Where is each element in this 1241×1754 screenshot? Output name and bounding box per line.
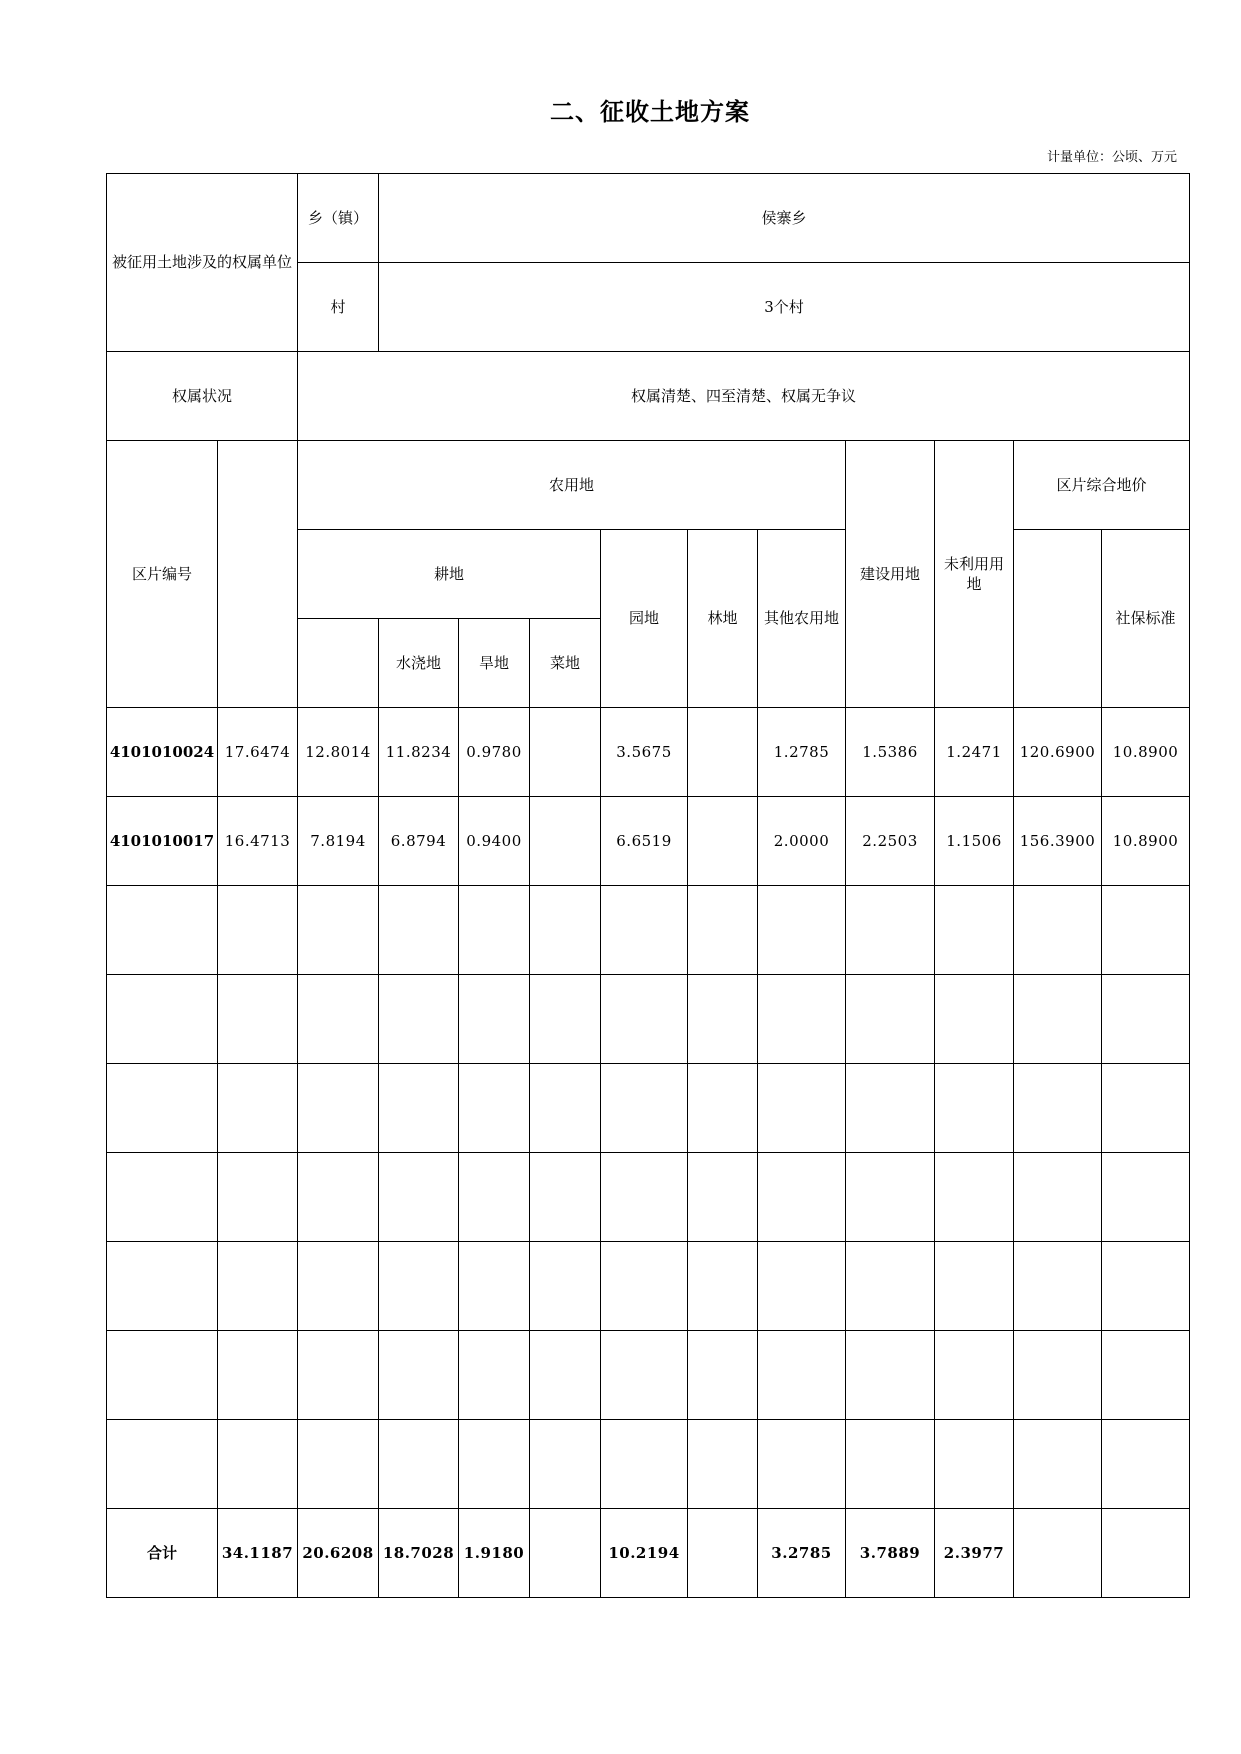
dry-cell: 0.9780 <box>459 708 530 797</box>
total-construction: 3.7889 <box>846 1509 935 1598</box>
social-cell: 10.8900 <box>1102 797 1190 886</box>
forest-cell <box>688 708 758 797</box>
header-block-id: 区片编号 <box>107 441 218 708</box>
status-value: 权属清楚、四至清楚、权属无争议 <box>298 352 1190 441</box>
empty-row <box>107 1242 1190 1331</box>
header-arable-total <box>298 619 379 708</box>
price-cell: 120.6900 <box>1014 708 1102 797</box>
empty-row <box>107 975 1190 1064</box>
header-agri: 农用地 <box>298 441 846 530</box>
table-row <box>107 708 1190 797</box>
construction-cell: 2.2503 <box>846 797 935 886</box>
row-id: 4101010017 <box>107 797 218 886</box>
town-label: 乡（镇） <box>298 174 379 263</box>
total-price <box>1014 1509 1102 1598</box>
village-label: 村 <box>298 263 379 352</box>
empty-row <box>107 1331 1190 1420</box>
agri-total-cell: 17.6474 <box>218 708 298 797</box>
total-label: 合计 <box>107 1509 218 1598</box>
other-agri-cell: 1.2785 <box>758 708 846 797</box>
header-dry: 旱地 <box>459 619 530 708</box>
village-value: 3个村 <box>379 263 1190 352</box>
header-price-value <box>1014 530 1102 708</box>
header-irrigated: 水浇地 <box>379 619 459 708</box>
total-dry: 1.9180 <box>459 1509 530 1598</box>
arable-total-cell: 12.8014 <box>298 708 379 797</box>
header-agri-total <box>218 441 298 708</box>
forest-cell <box>688 797 758 886</box>
empty-row <box>107 1064 1190 1153</box>
garden-cell: 3.5675 <box>601 708 688 797</box>
total-irrigated: 18.7028 <box>379 1509 459 1598</box>
unused-cell: 1.2471 <box>935 708 1014 797</box>
header-forest: 林地 <box>688 530 758 708</box>
total-unused: 2.3977 <box>935 1509 1014 1598</box>
header-other-agri: 其他农用地 <box>758 530 846 708</box>
garden-cell: 6.6519 <box>601 797 688 886</box>
header-social: 社保标准 <box>1102 530 1190 708</box>
header-arable: 耕地 <box>298 530 601 619</box>
header-price: 区片综合地价 <box>1014 441 1190 530</box>
ownership-unit-label: 被征用土地涉及的权属单位 <box>107 174 298 352</box>
header-unused: 未利用用地 <box>935 441 1014 708</box>
irrigated-cell: 6.8794 <box>379 797 459 886</box>
status-label: 权属状况 <box>107 352 298 441</box>
irrigated-cell: 11.8234 <box>379 708 459 797</box>
total-forest <box>688 1509 758 1598</box>
header-construction: 建设用地 <box>846 441 935 708</box>
table-row <box>107 797 1190 886</box>
arable-total-cell: 7.8194 <box>298 797 379 886</box>
row-id: 4101010024 <box>107 708 218 797</box>
total-row <box>107 1509 1190 1598</box>
page-title: 二、征收土地方案 <box>550 97 750 126</box>
vegetable-cell <box>530 708 601 797</box>
total-agri: 34.1187 <box>218 1509 298 1598</box>
town-value: 侯寨乡 <box>379 174 1190 263</box>
empty-row <box>107 1153 1190 1242</box>
total-vegetable <box>530 1509 601 1598</box>
empty-row <box>107 1420 1190 1509</box>
total-social <box>1102 1509 1190 1598</box>
land-acquisition-table <box>106 173 1190 1598</box>
agri-total-cell: 16.4713 <box>218 797 298 886</box>
total-other-agri: 3.2785 <box>758 1509 846 1598</box>
unused-cell: 1.1506 <box>935 797 1014 886</box>
header-garden: 园地 <box>601 530 688 708</box>
total-arable: 20.6208 <box>298 1509 379 1598</box>
construction-cell: 1.5386 <box>846 708 935 797</box>
dry-cell: 0.9400 <box>459 797 530 886</box>
other-agri-cell: 2.0000 <box>758 797 846 886</box>
unit-note: 计量单位：公顷、万元 <box>1046 150 1177 165</box>
empty-row <box>107 886 1190 975</box>
total-garden: 10.2194 <box>601 1509 688 1598</box>
vegetable-cell <box>530 797 601 886</box>
header-vegetable: 菜地 <box>530 619 601 708</box>
social-cell: 10.8900 <box>1102 708 1190 797</box>
price-cell: 156.3900 <box>1014 797 1102 886</box>
